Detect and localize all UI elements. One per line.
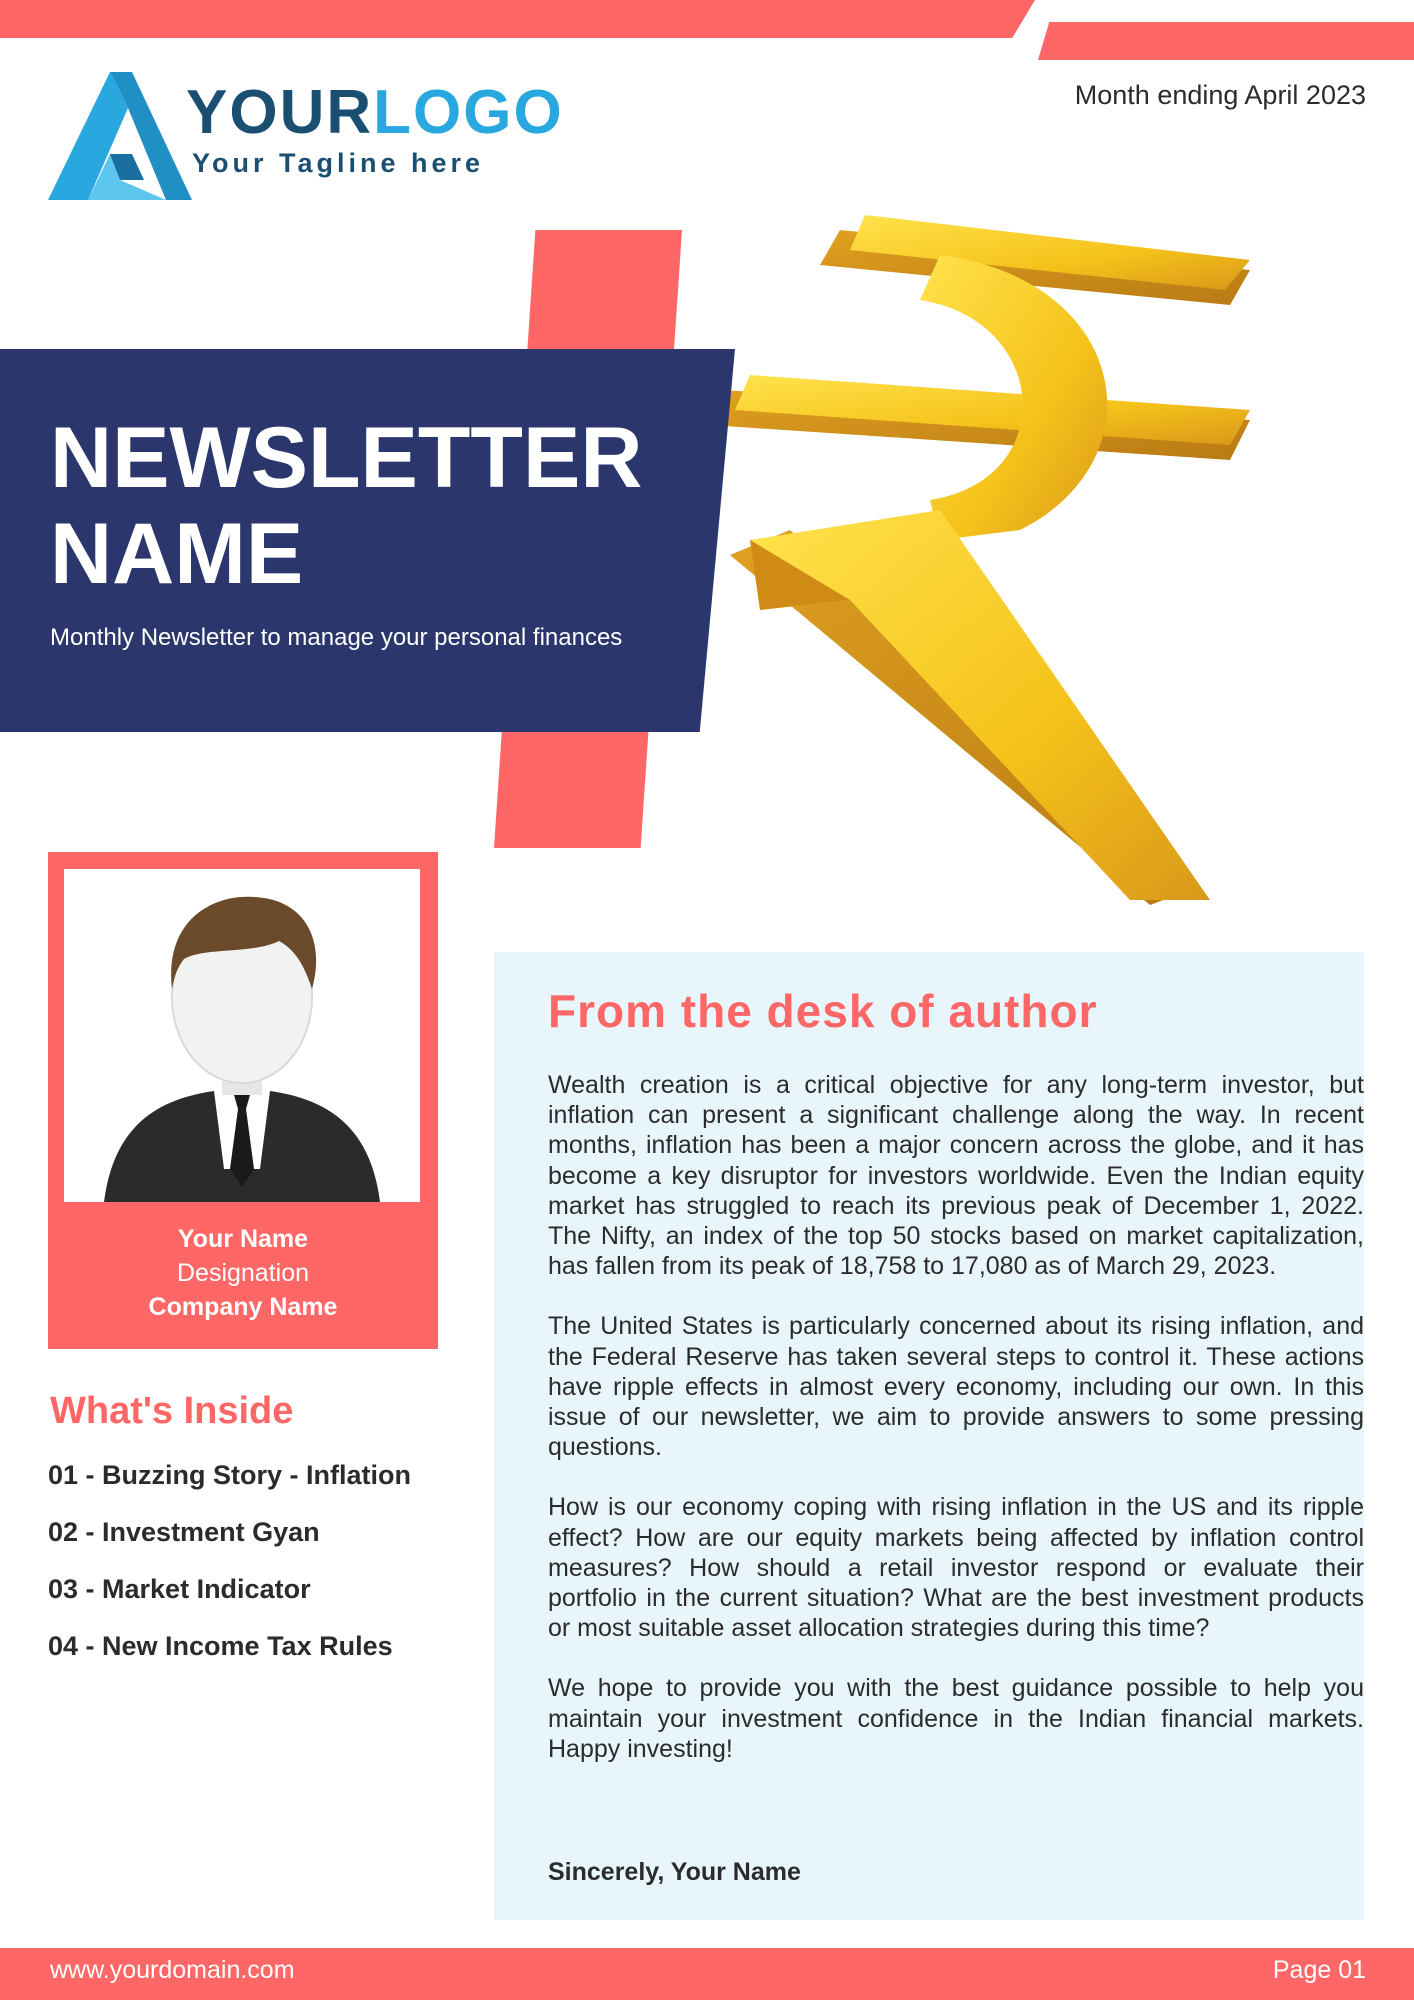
author-details: [48, 1222, 438, 1324]
letter-heading: From the desk of author: [548, 985, 1098, 1037]
author-company: Company Name: [148, 1293, 338, 1321]
issue-date: Month ending April 2023: [1074, 80, 1366, 110]
logo-tagline: Your Tagline here: [192, 148, 485, 178]
logo-word-logo: LOGO: [373, 78, 564, 147]
triangle-logo-icon: [48, 72, 192, 200]
letter-paragraph: The United States is particularly concerned about its rising inflation, and the Federal Reserve has taken several steps to control it. These actions have ripple effects in almost every economy, including our own. In this issue of our newsletter, we aim to provide answers to some pressing questions.: [548, 1312, 1364, 1462]
list-item: 01 - Buzzing Story - Inflation: [48, 1460, 411, 1490]
newsletter-title-line2: NAME: [50, 506, 304, 602]
logo-word-your: YOUR: [186, 78, 374, 147]
author-name: Your Name: [177, 1225, 309, 1253]
newsletter-title: [50, 410, 642, 602]
list-item: 03 - Market Indicator: [48, 1574, 311, 1604]
top-accent-bar-right: [1038, 22, 1414, 60]
list-item: 02 - Investment Gyan: [48, 1517, 320, 1547]
letter-body: [548, 1070, 1364, 1794]
whats-inside-list: [48, 1452, 411, 1680]
avatar-icon: [64, 869, 420, 1202]
rupee-symbol-icon: [690, 210, 1250, 910]
letter-paragraph: How is our economy coping with rising inflation in the US and its ripple effect? How are our equity markets being affected by inflation control measures? How should a retail investor respond or evaluate their portfolio in the current situation? What are the best investment products or most suitable asset allocation strategies during this time?: [548, 1493, 1364, 1643]
letter-paragraph: Wealth creation is a critical objective for any long-term investor, but inflation can present a significant challenge along the way. In recent months, inflation has been a major concern across the globe, and it has become a key disruptor for investors worldwide. Even the Indian equity market has struggled to reach its previous peak of December 1, 2022. The Nifty, an index of the top 50 stocks based on market capitalization, has fallen from its peak of 18,758 to 17,080 as of March 29, 2023.: [548, 1071, 1364, 1281]
letter-signoff: Sincerely, Your Name: [548, 1858, 801, 1886]
list-item: 04 - New Income Tax Rules: [48, 1631, 393, 1661]
top-accent-bar: [0, 0, 1035, 38]
footer-website-link[interactable]: www.yourdomain.com: [50, 1956, 295, 1984]
letter-paragraph: We hope to provide you with the best guidance possible to help you maintain your investment confidence in the Indian financial markets. Happy investing!: [548, 1674, 1364, 1763]
author-designation: Designation: [176, 1259, 310, 1287]
newsletter-subtitle: Monthly Newsletter to manage your personal finances: [50, 624, 623, 651]
logo-wordmark: [186, 78, 564, 148]
page-number: Page 01: [1272, 1956, 1366, 1984]
newsletter-title-line1: NEWSLETTER: [50, 410, 643, 506]
whats-inside-heading: What's Inside: [50, 1390, 294, 1432]
